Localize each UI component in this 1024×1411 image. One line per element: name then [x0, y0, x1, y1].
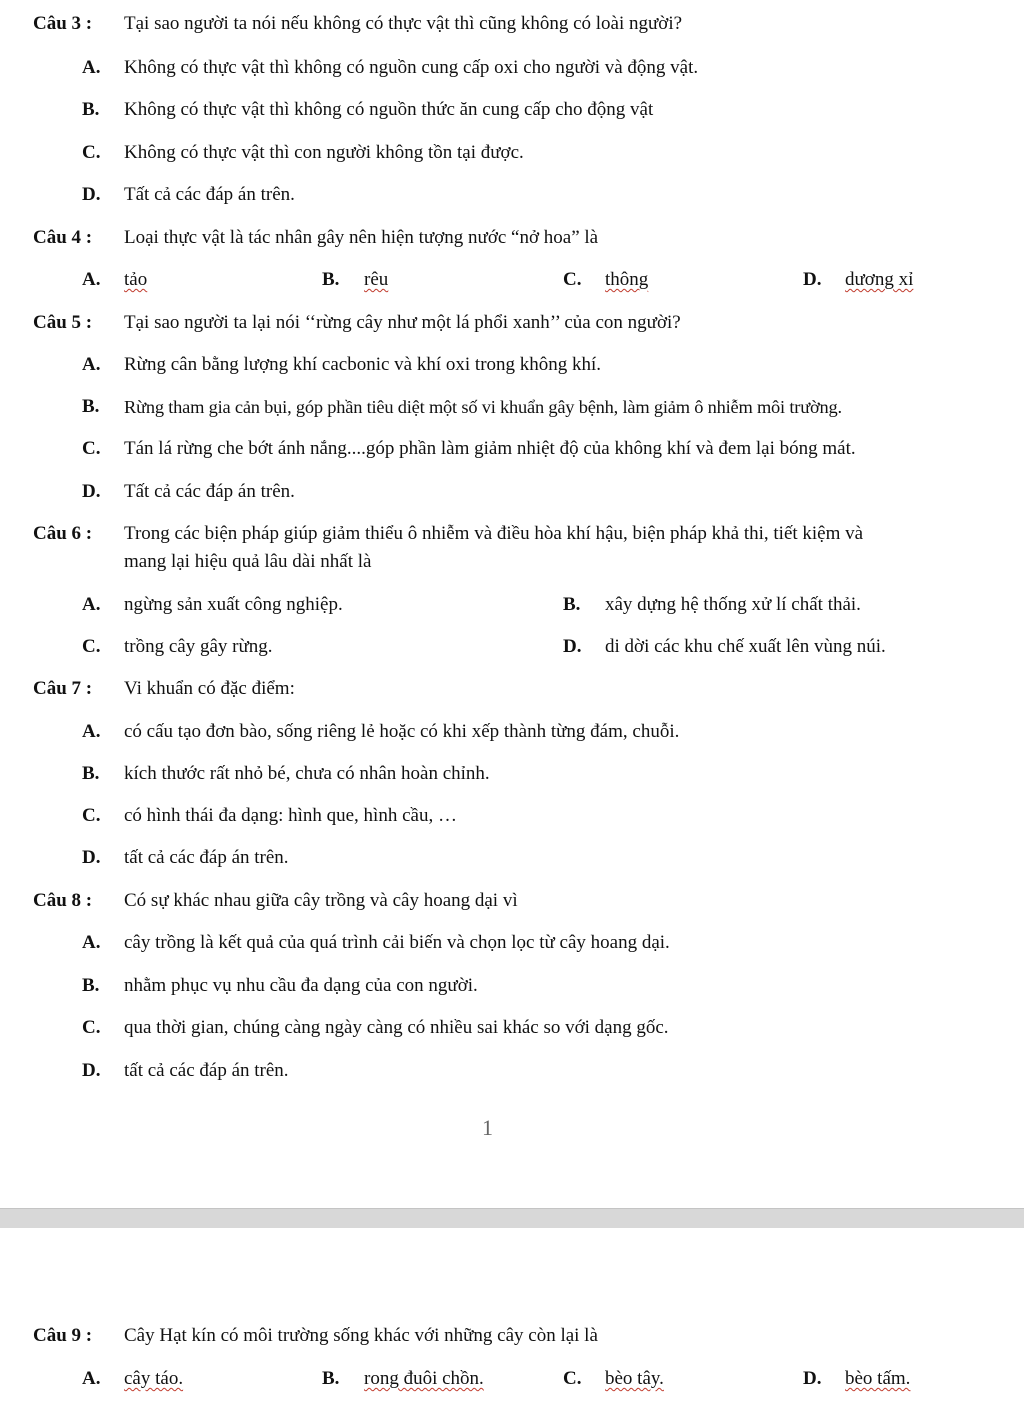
document-page-2 [0, 1228, 1024, 1411]
question-text: Tại sao người ta lại nói ‘‘rừng cây như một lá phổi xanh’’ của con người? [124, 312, 681, 333]
option-label: D. [82, 481, 101, 502]
option-label: A. [82, 269, 101, 290]
option-text: thông [605, 269, 649, 290]
option-label: A. [82, 1368, 101, 1389]
option-label: C. [82, 805, 101, 826]
option-text: dương xỉ [845, 269, 914, 290]
page-break-gap [0, 1208, 1024, 1229]
option-label: D. [82, 847, 101, 868]
option-text: có cấu tạo đơn bào, sống riêng lẻ hoặc có khi xếp thành từng đám, chuỗi. [124, 721, 680, 742]
option-label: C. [82, 1017, 101, 1038]
option-text: Rừng cân bằng lượng khí cacbonic và khí oxi trong không khí. [124, 354, 602, 375]
page-number: 1 [482, 1115, 493, 1140]
option-label: A. [82, 354, 101, 375]
option-label: D. [563, 636, 582, 657]
option-label: B. [82, 99, 100, 120]
question-number: Câu 9 : [33, 1325, 93, 1346]
option-text: qua thời gian, chúng càng ngày càng có nhiều sai khác so với dạng gốc. [124, 1017, 669, 1038]
option-label: A. [82, 932, 101, 953]
option-text: Tất cả các đáp án trên. [124, 184, 295, 205]
option-label: C. [82, 142, 101, 163]
option-label: C. [82, 438, 101, 459]
option-text: Tán lá rừng che bớt ánh nắng....góp phần làm giảm nhiệt độ của không khí và đem lại bóng mát. [124, 438, 856, 459]
question-text: Có sự khác nhau giữa cây trồng và cây hoang dại vì [124, 890, 518, 911]
option-text: có hình thái đa dạng: hình que, hình cầu, … [124, 805, 457, 826]
option-label: B. [82, 763, 100, 784]
option-label: B. [322, 1368, 340, 1389]
option-label: C. [563, 1368, 582, 1389]
option-text: Không có thực vật thì không có nguồn cung cấp oxi cho người và động vật. [124, 57, 699, 78]
option-text: di dời các khu chế xuất lên vùng núi. [605, 636, 886, 657]
option-text: tảo [124, 269, 148, 290]
question-number: Câu 3 : [33, 13, 93, 34]
option-label: B. [82, 396, 100, 417]
question-number: Câu 6 : [33, 523, 93, 544]
option-text: rong đuôi chồn. [364, 1368, 484, 1389]
option-label: C. [563, 269, 582, 290]
option-text: nhằm phục vụ nhu cầu đa dạng của con người. [124, 975, 478, 996]
question-number: Câu 8 : [33, 890, 93, 911]
question-text: Cây Hạt kín có môi trường sống khác với những cây còn lại là [124, 1325, 598, 1346]
option-text: cây táo. [124, 1368, 184, 1389]
question-text: Tại sao người ta nói nếu không có thực vật thì cũng không có loài người? [124, 13, 683, 34]
option-text: rêu [364, 269, 389, 290]
option-text: tất cả các đáp án trên. [124, 847, 289, 868]
option-text: ngừng sản xuất công nghiệp. [124, 594, 343, 615]
option-text: xây dựng hệ thống xử lí chất thải. [605, 594, 861, 615]
option-text: Không có thực vật thì con người không tồn tại được. [124, 142, 524, 163]
option-text: cây trồng là kết quả của quá trình cải biến và chọn lọc từ cây hoang dại. [124, 932, 670, 953]
option-label: C. [82, 636, 101, 657]
option-text: Rừng tham gia cản bụi, góp phần tiêu diệt một số vi khuẩn gây bệnh, làm giảm ô nhiễm môi trường. [124, 397, 842, 417]
option-label: A. [82, 721, 101, 742]
question-text: Vi khuẩn có đặc điểm: [124, 678, 295, 699]
question-number: Câu 7 : [33, 678, 93, 699]
option-label: B. [322, 269, 340, 290]
option-text: tất cả các đáp án trên. [124, 1060, 289, 1081]
option-label: D. [803, 269, 822, 290]
option-text: bèo tấm. [845, 1368, 911, 1389]
option-label: A. [82, 57, 101, 78]
option-text: bèo tây. [605, 1368, 664, 1389]
question-text: Trong các biện pháp giúp giảm thiểu ô nhiễm và điều hòa khí hậu, biện pháp khả thi, tiết kiệm và [124, 523, 864, 544]
question-text-continued: mang lại hiệu quả lâu dài nhất là [124, 551, 372, 572]
option-text: Không có thực vật thì không có nguồn thức ăn cung cấp cho động vật [124, 99, 654, 120]
option-label: A. [82, 594, 101, 615]
option-text: kích thước rất nhỏ bé, chưa có nhân hoàn chỉnh. [124, 763, 490, 784]
question-number: Câu 5 : [33, 312, 93, 333]
option-label: B. [563, 594, 581, 615]
option-label: D. [82, 184, 101, 205]
option-label: B. [82, 975, 100, 996]
option-text: Tất cả các đáp án trên. [124, 481, 295, 502]
question-text: Loại thực vật là tác nhân gây nên hiện tượng nước “nở hoa” là [124, 227, 599, 248]
option-label: D. [803, 1368, 822, 1389]
option-label: D. [82, 1060, 101, 1081]
option-text: trồng cây gây rừng. [124, 636, 273, 657]
question-number: Câu 4 : [33, 227, 93, 248]
